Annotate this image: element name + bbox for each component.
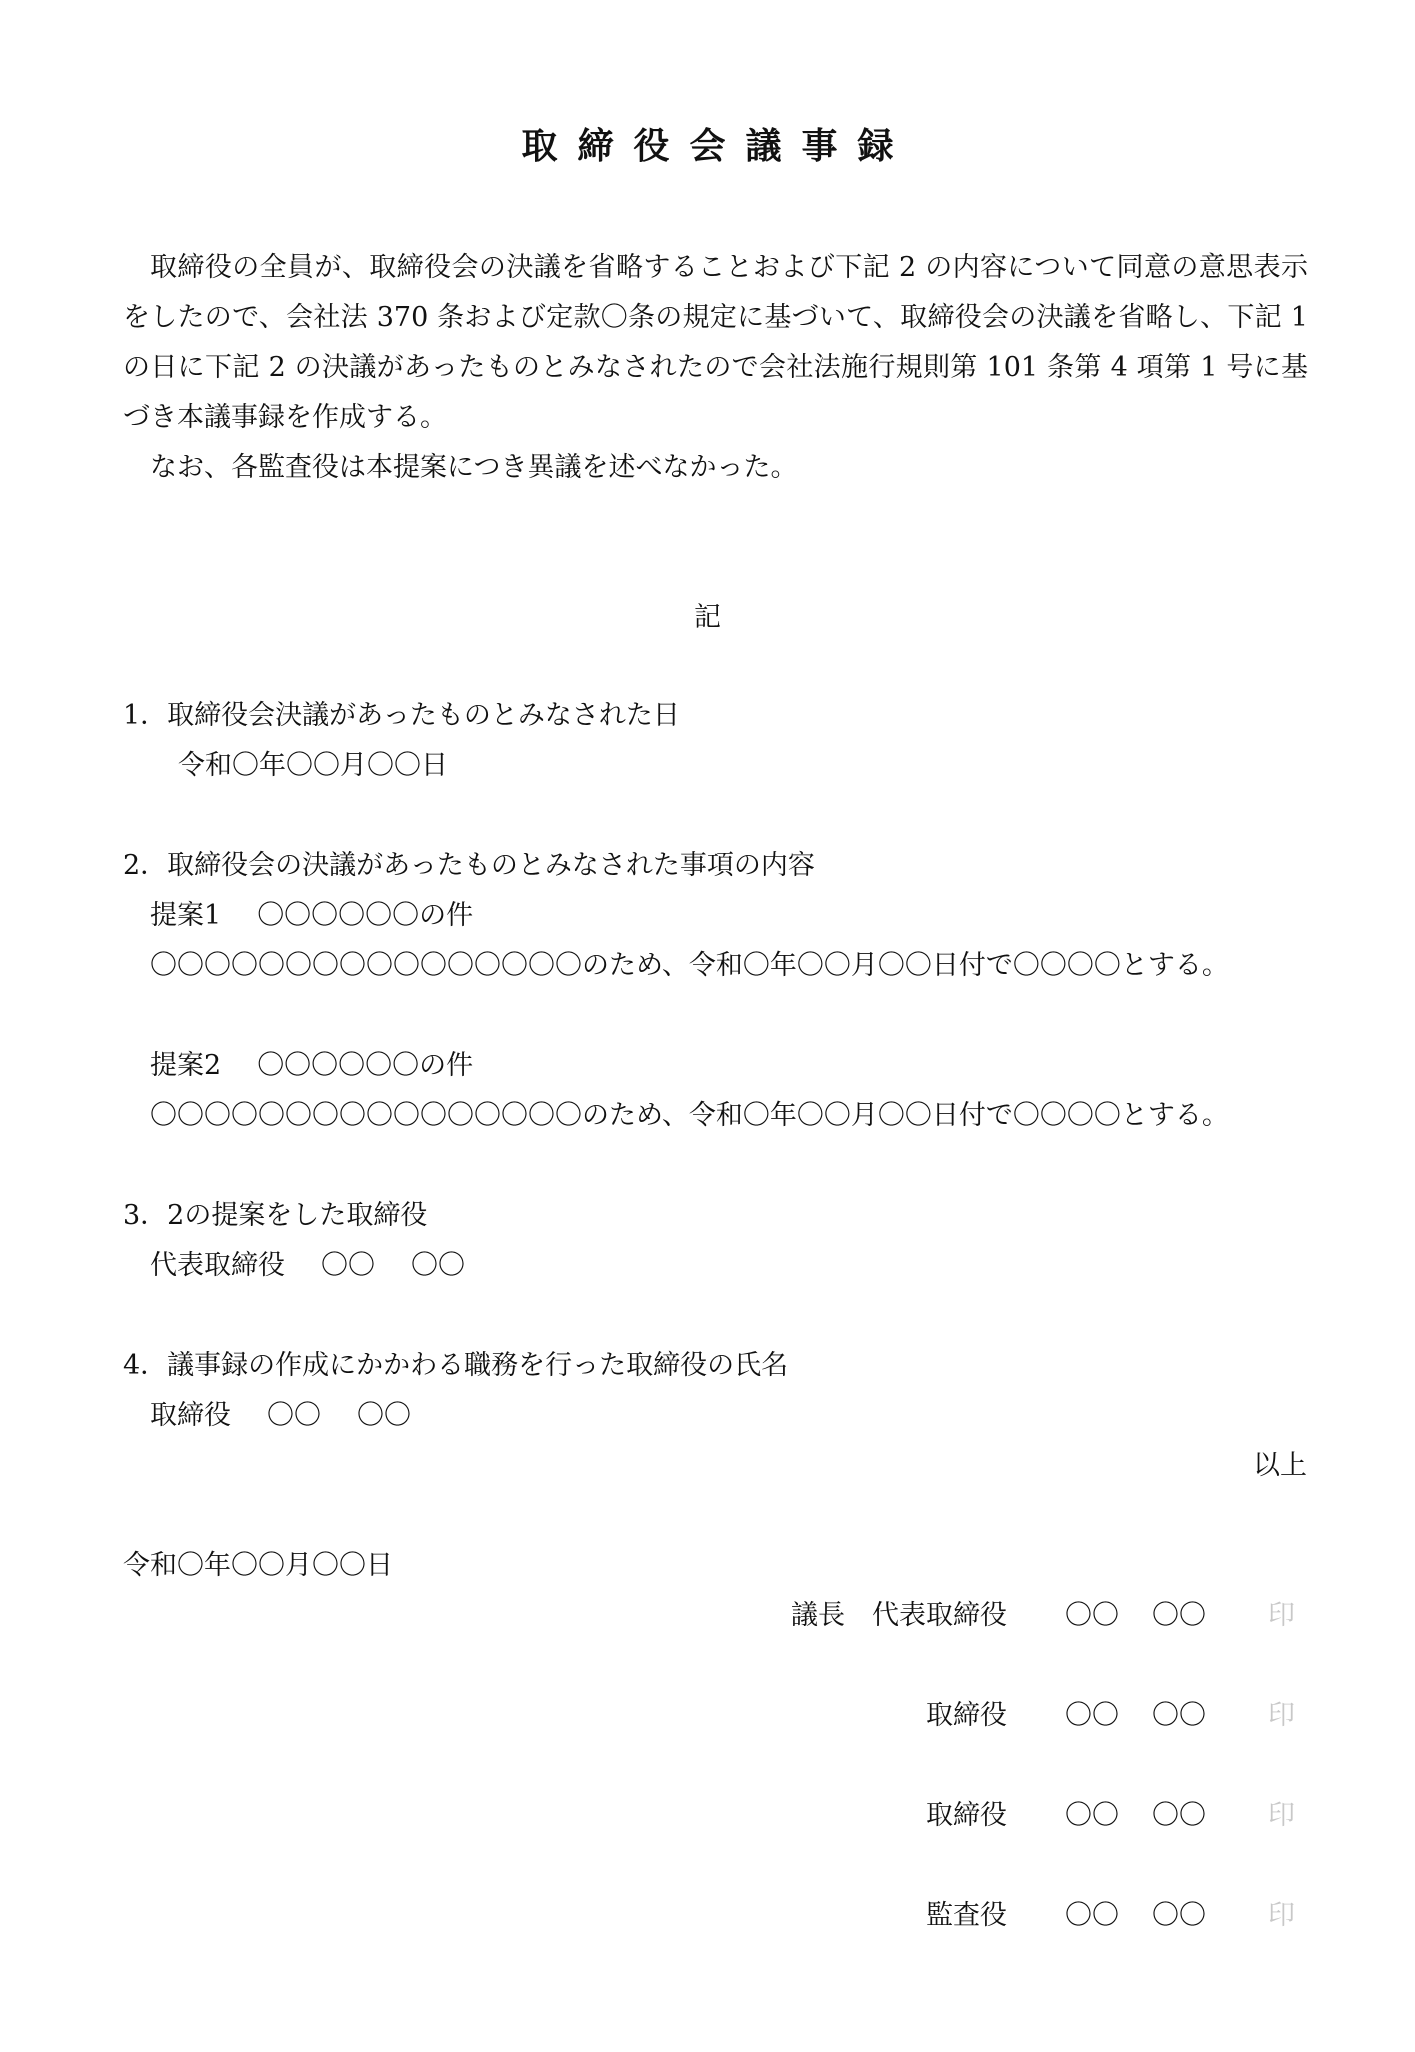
item-3-heading: 3．2の提案をした取締役 [123,1200,428,1231]
signatory-1-name-given: 〇〇 [1152,1600,1206,1631]
signatory-4-seal: 印 [1268,1900,1295,1931]
signatory-1-seal: 印 [1268,1600,1295,1631]
signatory-3-name-family: 〇〇 [1065,1800,1119,1831]
ijo-closing: 以上 [1253,1450,1307,1481]
document-date: 令和〇年〇〇月〇〇日 [123,1550,393,1581]
proposal-1-label: 提案1 [150,900,222,931]
signatory-3-name-given: 〇〇 [1152,1800,1206,1831]
item-3-proposer [150,1246,465,1286]
item-3-role: 代表取締役 [150,1250,285,1281]
signatory-1-role: 議長 代表取締役 [791,1600,1007,1631]
item-3-name-family: 〇〇 [321,1250,375,1281]
proposal-1-title [150,896,473,936]
proposal-1-subject: 〇〇〇〇〇〇の件 [257,900,474,931]
intro-paragraph-2: なお、各監査役は本提案につき異議を述べなかった。 [150,452,798,483]
item-2-heading: 2．取締役会の決議があったものとみなされた事項の内容 [123,850,815,881]
document-title: 取締役会議事録 [521,125,914,167]
item-4-director [150,1396,411,1436]
signatory-4-name-given: 〇〇 [1152,1900,1206,1931]
signatory-3-seal: 印 [1268,1800,1295,1831]
item-4-name-family: 〇〇 [267,1400,321,1431]
item-1-date: 令和〇年〇〇月〇〇日 [178,750,448,781]
signatory-2-role: 取締役 [926,1700,1007,1731]
proposal-1-body: 〇〇〇〇〇〇〇〇〇〇〇〇〇〇〇〇のため、令和〇年〇〇月〇〇日付で〇〇〇〇とする。 [150,950,1229,981]
signatory-2-seal: 印 [1268,1700,1295,1731]
item-4-role: 取締役 [150,1400,231,1431]
item-4-heading: 4．議事録の作成にかかわる職務を行った取締役の氏名 [123,1350,789,1381]
ki-heading: 記 [694,602,721,633]
intro-paragraph: 取締役の全員が、取締役会の決議を省略することおよび下記 2 の内容について同意の意思表示をしたので、会社法 370 条および定款〇条の規定に基づいて、取締役会の決議を省略し、下記 1 の日に下記 2 の決議があったものとみなされたので会社法施行規則第 101 条第 4 項第 1 号に基づき本議事録を作成する。 [123,252,1308,433]
item-1-heading: 1．取締役会決議があったものとみなされた日 [123,700,680,731]
proposal-2-subject: 〇〇〇〇〇〇の件 [257,1050,474,1081]
item-4-name-given: 〇〇 [357,1400,411,1431]
signatory-4-name-family: 〇〇 [1065,1900,1119,1931]
signatory-3-role: 取締役 [926,1800,1007,1831]
proposal-2-title [150,1046,473,1086]
proposal-2-label: 提案2 [150,1050,222,1081]
signatory-4-role: 監査役 [926,1900,1007,1931]
item-3-name-given: 〇〇 [411,1250,465,1281]
proposal-2-body: 〇〇〇〇〇〇〇〇〇〇〇〇〇〇〇〇のため、令和〇年〇〇月〇〇日付で〇〇〇〇とする。 [150,1100,1229,1131]
signatory-2-name-given: 〇〇 [1152,1700,1206,1731]
signatory-2-name-family: 〇〇 [1065,1700,1119,1731]
signatory-1-name-family: 〇〇 [1065,1600,1119,1631]
